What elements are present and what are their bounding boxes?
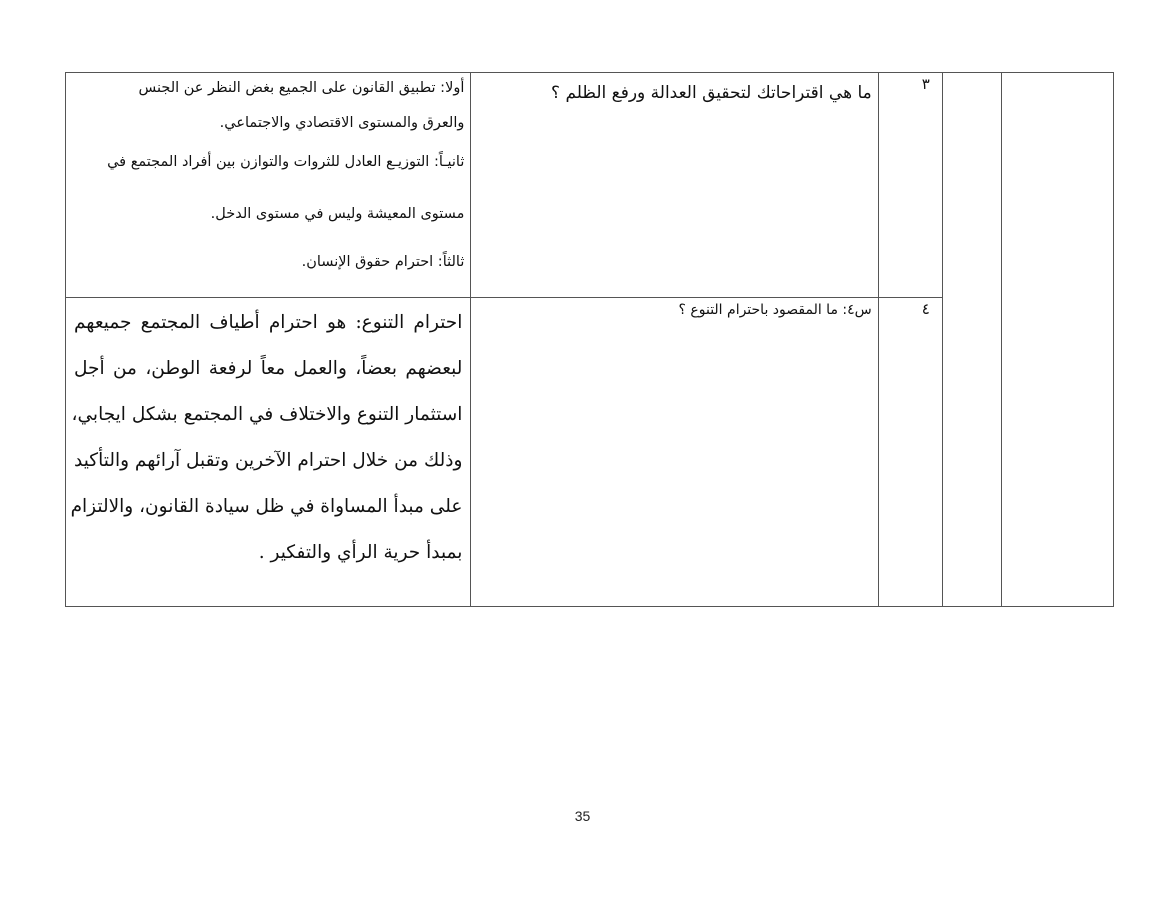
- answer-cell: [66, 73, 471, 298]
- page-number: 35: [574, 808, 591, 824]
- question-cell: [471, 298, 878, 607]
- question-number: ٣: [921, 75, 930, 93]
- answer-line: احترام التنوع: هو احترام أطياف المجتمع جميعهم: [74, 312, 463, 333]
- question-text: ما هي اقتراحاتك لتحقيق العدالة ورفع الظلم ؟: [551, 83, 872, 103]
- answer-line: أولا: تطبيق القانون على الجميع بغض النظر عن الجنس: [138, 80, 465, 96]
- question-cell: [471, 73, 878, 298]
- answer-line: ثانيـاً: التوزيـع العادل للثروات والتوازن بين أفراد المجتمع في: [107, 154, 465, 170]
- question-number: ٤: [921, 300, 930, 318]
- answer-line: لبعضهم بعضاً، والعمل معاً لرفعة الوطن، من أجل: [74, 358, 463, 379]
- answer-line: استثمار التنوع والاختلاف في المجتمع بشكل ايجابي،: [71, 404, 463, 425]
- question-text: س٤: ما المقصود باحترام التنوع ؟: [678, 302, 872, 318]
- answer-cell: [66, 298, 471, 607]
- answer-line: والعرق والمستوى الاقتصادي والاجتماعي.: [219, 115, 465, 131]
- answer-text: [66, 298, 470, 576]
- answer-line: ثالثاً: احترام حقوق الإنسان.: [301, 254, 465, 270]
- answer-line: على مبدأ المساواة في ظل سيادة القانون، والالتزام: [70, 496, 463, 517]
- number-cell: [878, 73, 942, 298]
- answer-text: [66, 73, 470, 277]
- table-row: [66, 73, 1114, 298]
- empty-cell: [1001, 73, 1113, 607]
- empty-cell: [942, 73, 1001, 607]
- answer-line: مستوى المعيشة وليس في مستوى الدخل.: [210, 206, 465, 222]
- question-answer-table: [65, 72, 1114, 607]
- answer-line: بمبدأ حرية الرأي والتفكير .: [258, 542, 463, 563]
- answer-line: وذلك من خلال احترام الآخرين وتقبل آرائهم والتأكيد: [74, 450, 463, 471]
- number-cell: [878, 298, 942, 607]
